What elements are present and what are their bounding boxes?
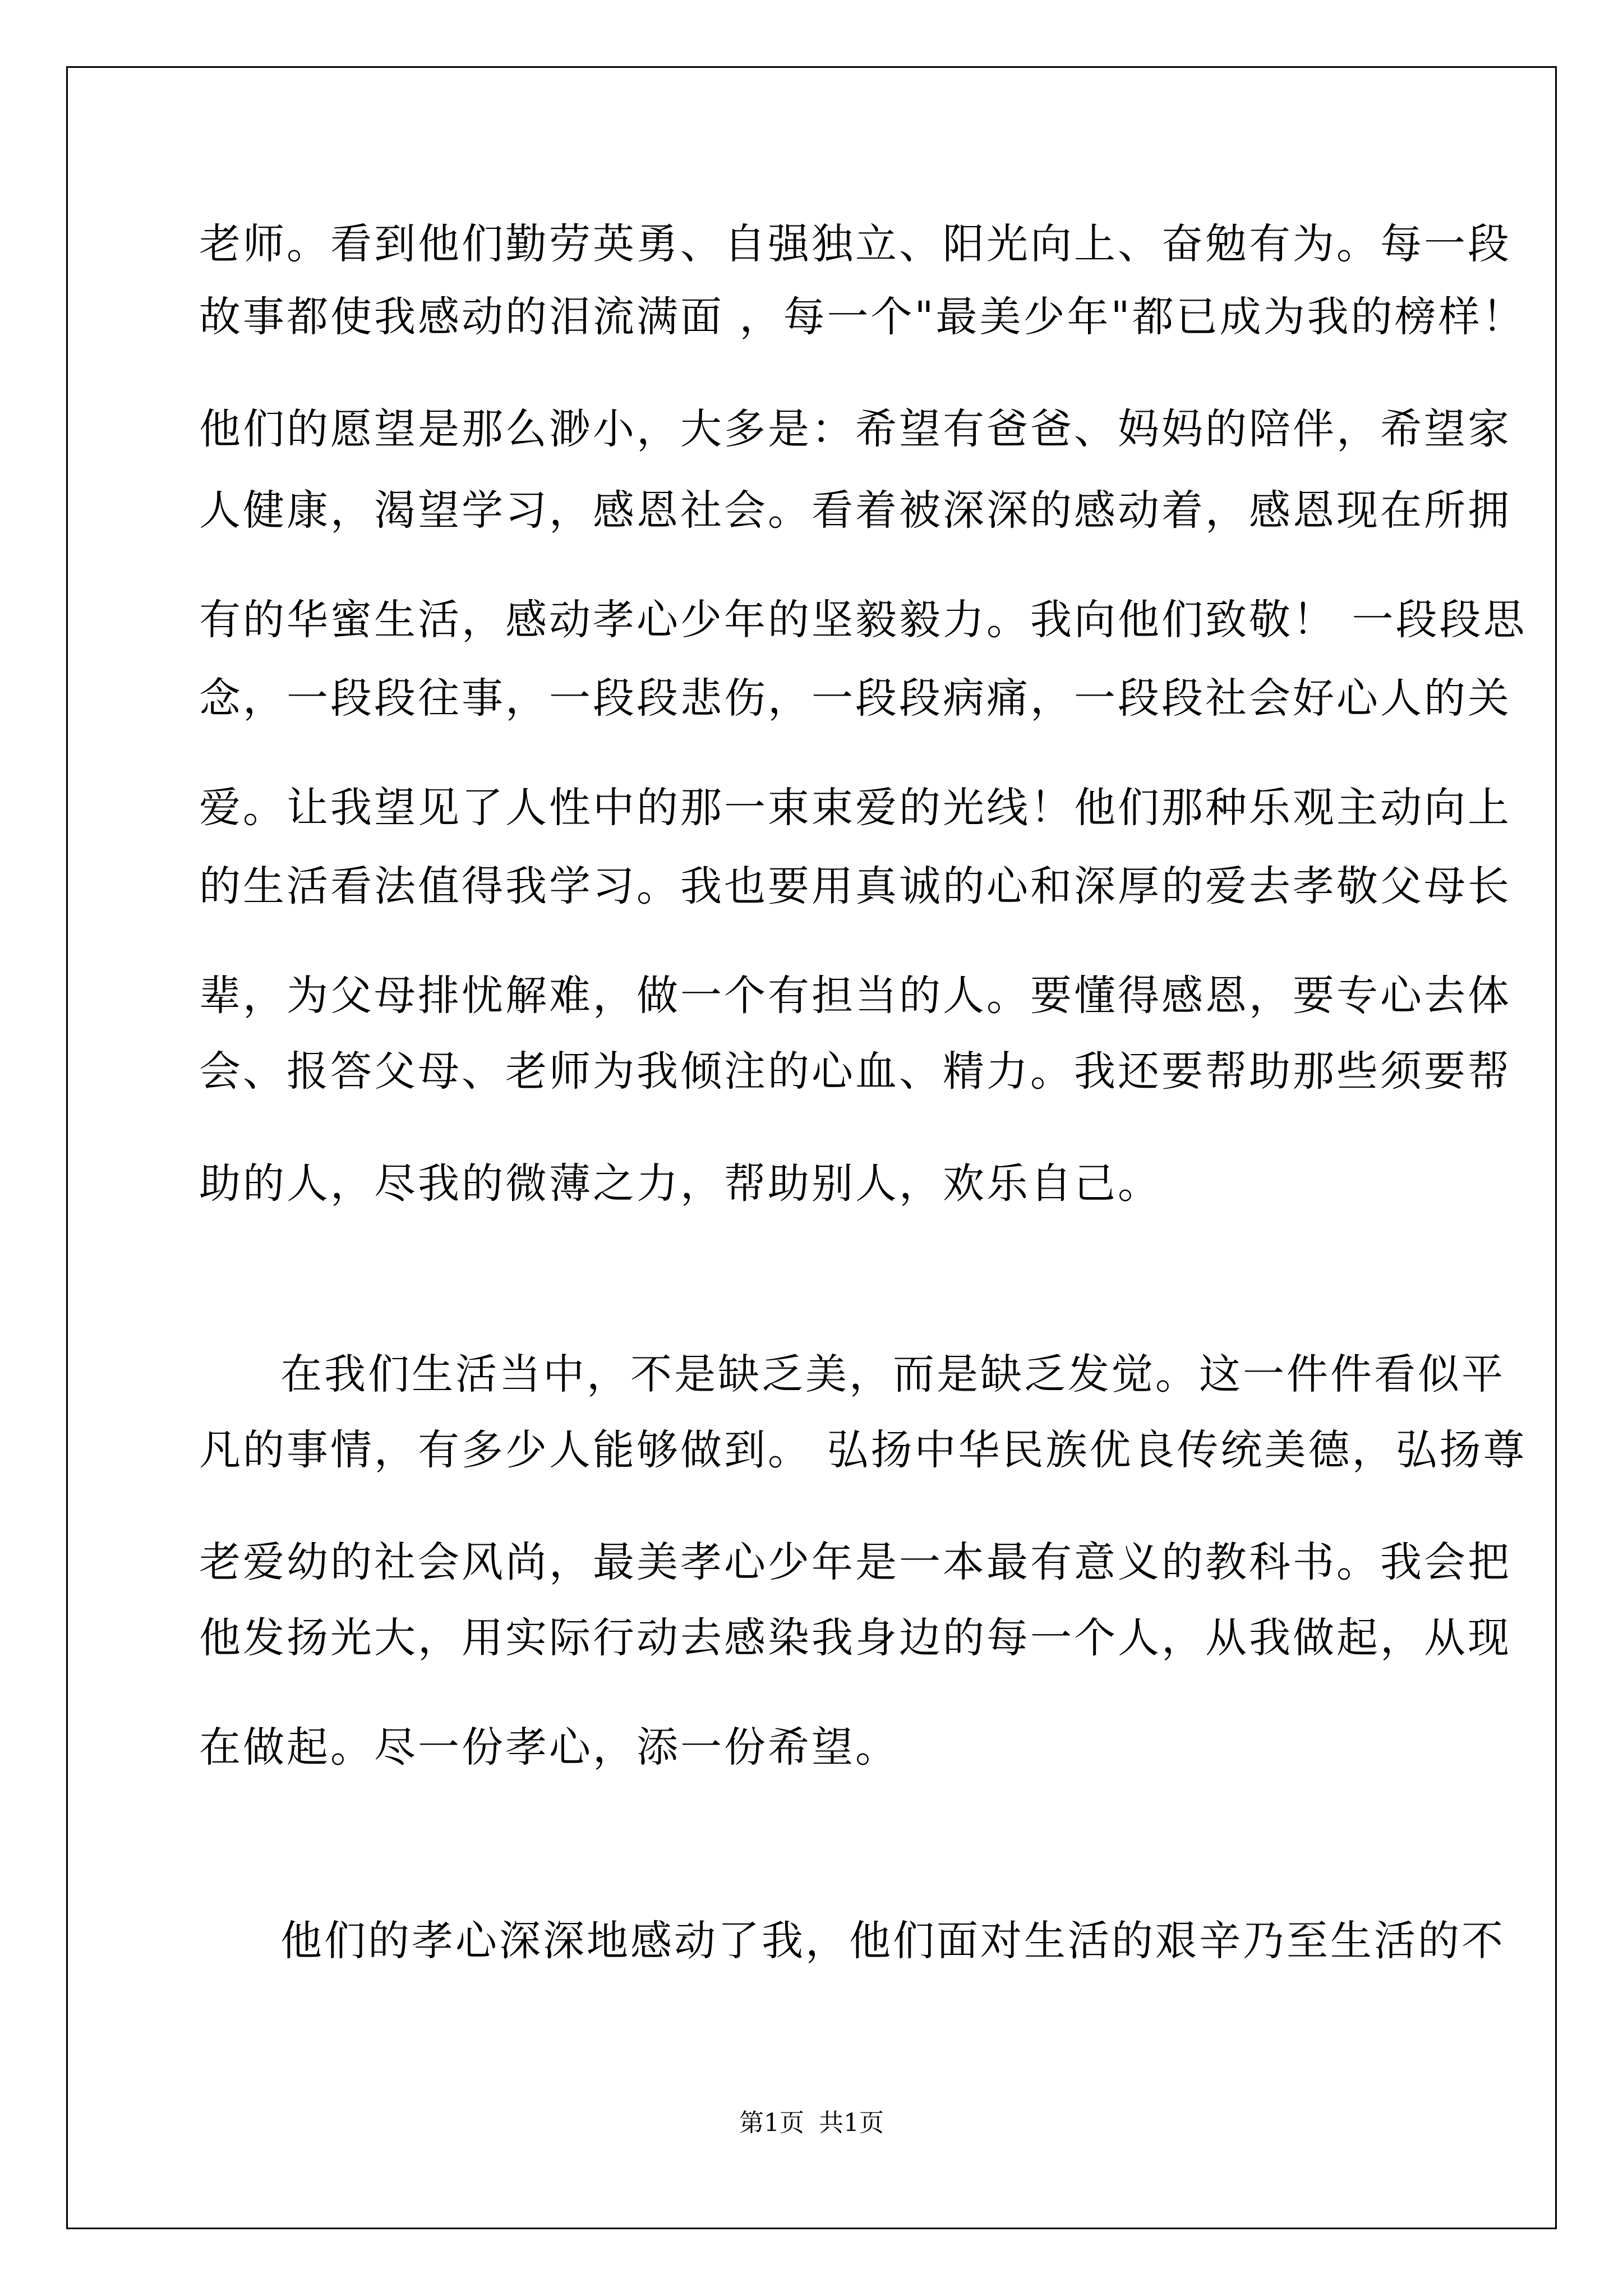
text-line-4: 人健康，渴望学习，感恩社会。看着被深深的感动着，感恩现在所拥 (199, 486, 1511, 535)
text-line-13: 凡的事情，有多少人能够做到。 弘扬中华民族优良传统美德，弘扬尊 (199, 1426, 1527, 1474)
page-footer (0, 2106, 1623, 2140)
text-line-17: 他们的孝心深深地感动了我，他们面对生活的艰辛乃至生活的不 (280, 1917, 1505, 1965)
page-number: 第1页 (739, 2109, 804, 2137)
text-line-3: 他们的愿望是那么渺小，大多是：希望有爸爸、妈妈的陪伴，希望家 (199, 405, 1511, 453)
page-total: 共1页 (819, 2109, 884, 2137)
page-frame (66, 66, 1557, 2229)
text-line-14: 老爱幼的社会风尚，最美孝心少年是一本最有意义的教科书。我会把 (199, 1538, 1511, 1586)
text-line-10: 会、报答父母、老师为我倾注的心血、精力。我还要帮助那些须要帮 (199, 1047, 1511, 1096)
text-line-1: 老师。看到他们勤劳英勇、自强独立、阳光向上、奋勉有为。每一段 (199, 220, 1511, 268)
text-line-2: 故事都使我感动的泪流满面 ，每一个"最美少年"都已成为我的榜样！ (199, 293, 1526, 341)
text-line-8: 的生活看法值得我学习。我也要用真诚的心和深厚的爱去孝敬父母长 (199, 862, 1511, 910)
text-line-12: 在我们生活当中，不是缺乏美，而是缺乏发觉。这一件件看似平 (280, 1350, 1505, 1398)
text-line-7: 爱。让我望见了人性中的那一束束爱的光线！他们那种乐观主动向上 (199, 784, 1511, 832)
text-line-5: 有的华蜜生活，感动孝心少年的坚毅毅力。我向他们致敬！ 一段段思 (199, 596, 1527, 644)
text-line-6: 念，一段段往事，一段段悲伤，一段段病痛，一段段社会好心人的关 (199, 674, 1511, 723)
text-line-11: 助的人，尽我的微薄之力，帮助别人，欢乐自己。 (199, 1159, 1161, 1208)
text-line-16: 在做起。尽一份孝心，添一份希望。 (199, 1723, 899, 1772)
text-line-15: 他发扬光大，用实际行动去感染我身边的每一个人，从我做起，从现 (199, 1614, 1511, 1662)
text-line-9: 辈，为父母排忧解难，做一个有担当的人。要懂得感恩，要专心去体 (199, 972, 1511, 1020)
